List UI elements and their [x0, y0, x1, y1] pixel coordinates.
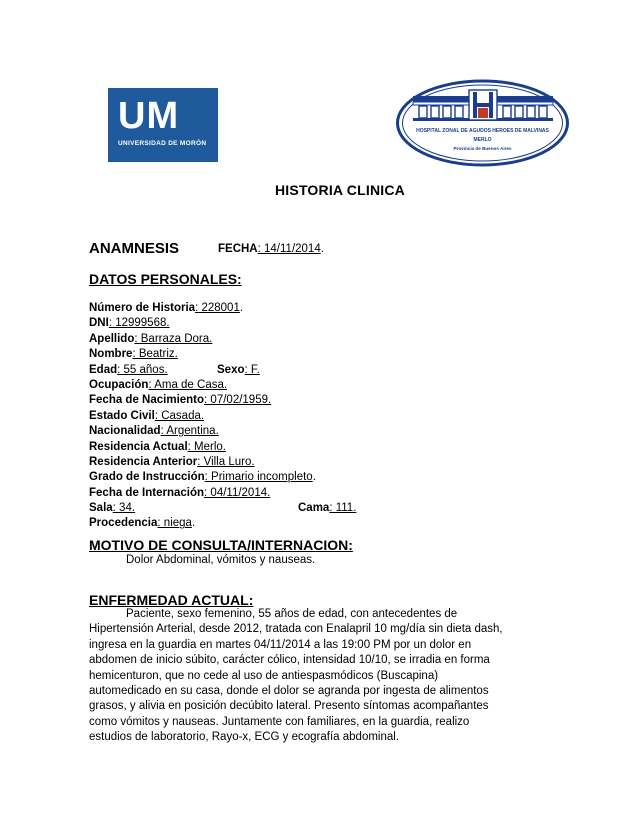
field-label: Procedencia	[89, 517, 158, 530]
logo-letters: UM	[118, 95, 180, 137]
field-value: : niega	[157, 517, 192, 530]
field-row	[89, 501, 549, 516]
fecha-line	[218, 243, 324, 255]
field-row	[89, 486, 549, 501]
field-value: : 228001	[195, 302, 240, 314]
field-row	[89, 455, 549, 470]
field-end: .	[191, 517, 196, 530]
field-second-column	[217, 363, 260, 378]
field-row	[89, 347, 549, 362]
enfermedad-paragraph	[89, 607, 559, 746]
field-row	[89, 332, 549, 347]
field-value: : Villa Luro.	[197, 455, 255, 468]
enfermedad-heading: ENFERMEDAD ACTUAL:	[89, 592, 254, 608]
field-label: Residencia Actual	[89, 440, 188, 453]
field-second-column	[298, 501, 356, 516]
field-label: Estado Civil	[89, 409, 155, 422]
paragraph-line: Hipertensión Arterial, desde 2012, tratada con Enalapril 10 mg/día sin dieta dash,	[89, 623, 503, 636]
field-row	[89, 393, 549, 408]
field-label: Edad	[89, 363, 118, 376]
field-label: Fecha de Nacimiento	[89, 394, 205, 407]
field-value: : Argentina.	[160, 425, 219, 438]
field-value: : Ama de Casa.	[148, 378, 228, 391]
field-end: .	[239, 302, 244, 314]
datos-personales-heading: DATOS PERSONALES:	[89, 271, 242, 287]
field-row	[89, 378, 549, 393]
field-label: Grado de Instrucción	[89, 471, 205, 484]
field-value-2: : F.	[244, 363, 260, 376]
field-label: Nacionalidad	[89, 425, 161, 438]
field-value-2: : 111.	[329, 502, 357, 515]
paragraph-line: como vómitos y nauseas. Juntamente con familiares, en la guardia, realizo	[89, 715, 470, 728]
field-label-2: Sexo	[217, 363, 245, 376]
field-row	[89, 516, 549, 531]
paragraph-line: automedicado en su casa, donde el dolor se agranda por ingesta de alimentos	[89, 684, 489, 697]
field-value: : 55 años.	[117, 363, 168, 376]
field-label: Número de Historia	[89, 302, 196, 314]
field-label: DNI	[89, 317, 109, 330]
paragraph-line: estudios de laboratorio, Rayo-x, ECG y ecografía abdominal.	[89, 731, 400, 744]
field-row	[89, 440, 549, 455]
field-value: : Casada.	[154, 409, 205, 422]
paragraph-line: Paciente, sexo femenino, 55 años de edad, con antecedentes de	[126, 608, 458, 620]
fecha-label: FECHA	[218, 243, 258, 255]
motivo-heading: MOTIVO DE CONSULTA/INTERNACION:	[89, 537, 353, 553]
field-value: : 07/02/1959.	[204, 394, 272, 407]
field-value: : 12999568.	[108, 317, 170, 330]
paragraph-line: ingresa en la guardia en martes 04/11/2014 a las 19:00 PM por un dolor en	[89, 638, 472, 651]
field-end: .	[312, 471, 316, 484]
field-label: Residencia Anterior	[89, 455, 198, 468]
field-value: : Beatriz.	[132, 348, 178, 361]
field-label: Apellido	[89, 332, 135, 345]
motivo-text: Dolor Abdominal, vómitos y nauseas.	[126, 554, 316, 566]
field-label: Sala	[89, 502, 113, 515]
field-value: : 04/11/2014.	[204, 486, 271, 499]
field-label: Nombre	[89, 348, 133, 361]
field-label: Ocupación	[89, 378, 149, 391]
paragraph-line: abdomen de inicio súbito, carácter cólico, intensidad 10/10, se irradia en forma	[89, 654, 490, 667]
logo-caption: UNIVERSIDAD DE MORÓN	[118, 140, 207, 147]
field-row	[89, 470, 549, 485]
fecha-value: : 14/11/2014	[257, 243, 321, 255]
datos-personales-list	[89, 301, 549, 532]
field-value: : Merlo.	[187, 440, 226, 453]
field-row	[89, 301, 549, 316]
paragraph-line: grasos, y alivia en posición decúbito lateral. Presento síntomas acompañantes	[89, 700, 489, 713]
field-row	[89, 363, 549, 378]
hospital-city-text: MERLO	[473, 137, 492, 143]
field-value: : Barraza Dora.	[134, 332, 213, 345]
fecha-end: .	[320, 243, 324, 255]
field-value: : Primario incompleto	[204, 471, 313, 484]
hospital-seal-logo	[395, 78, 570, 168]
field-label: Fecha de Internación	[89, 486, 205, 499]
field-row	[89, 424, 549, 439]
document-title: HISTORIA CLINICA	[275, 182, 405, 198]
field-row	[89, 316, 549, 331]
universidad-moron-logo	[108, 88, 218, 162]
hospital-province-text: Provincia de Buenos Aires	[453, 146, 512, 151]
hospital-name-text: HOSPITAL ZONAL DE AGUDOS HEROES DE MALVINAS	[416, 128, 549, 134]
anamnesis-heading: ANAMNESIS	[89, 240, 180, 257]
paragraph-line: hemicenturon, que no cede al uso de antiespasmódicos (Buscapina)	[89, 669, 439, 682]
field-row	[89, 409, 549, 424]
field-value: : 34.	[112, 502, 136, 515]
field-label-2: Cama	[298, 502, 330, 515]
